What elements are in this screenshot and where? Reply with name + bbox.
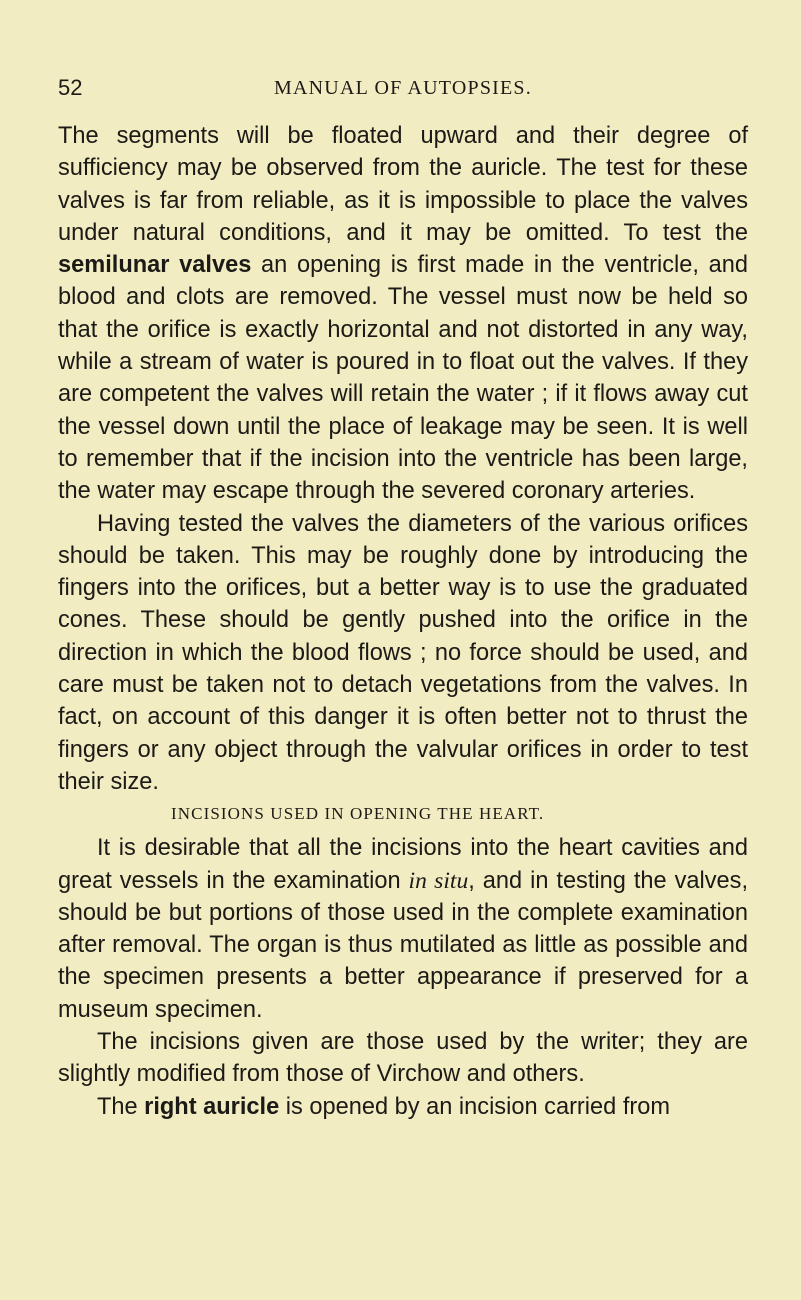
paragraph-right-auricle: [58, 1091, 748, 1123]
paragraph-writer-incisions: [58, 1026, 748, 1091]
book-page: [58, 70, 748, 1123]
term-in-situ: in situ: [408, 867, 469, 894]
page-header: [58, 70, 748, 106]
paragraph-orifice-diameters: [58, 508, 748, 799]
running-title: MANUAL OF AUTOPSIES.: [274, 77, 532, 99]
section-heading: INCISIONS USED IN OPENING THE HEART.: [171, 804, 545, 824]
paragraph-4-text: The incisions given are those used by the writer; they are slightly modified from those of Virchow and others.: [58, 1029, 748, 1088]
paragraph-3-text-1: It is desirable that all the incisions into the heart cavities and great vessels in the examination: [58, 835, 748, 894]
paragraph-semilunar-valves-test: [58, 120, 748, 508]
body-text: [58, 120, 748, 1123]
paragraph-3-text-2: , and in testing the valves, should be but portions of those used in the complete examination after removal. The organ is thus mutilated as little as possible and the specimen presents a better appearance if preserved for a museum specimen.: [58, 867, 749, 1023]
paragraph-1-text-2: an opening is first made in the ventricle, and blood and clots are removed. The vessel must now be held so that the orifice is exactly horizontal and not distorted in any way, while a stream of water is poured in to float out the valves. If they are competent the valves will retain the water ; if it flows away cut the vessel down until the place of leakage may be seen. It is well to remember that if the incision into the ventricle has been large, the water may escape through the severed coronary arteries.: [58, 252, 748, 505]
paragraph-incisions-in-situ: [58, 832, 748, 1026]
page-number: 52: [58, 75, 83, 100]
paragraph-5-text-1: The: [96, 1093, 145, 1120]
paragraph-2-text: Having tested the valves the diameters of the various orifices should be taken. This may be roughly done by introducing the fingers into the orifices, but a better way is to use the graduated cones. These should be gently pushed into the orifice in the direction in which the blood flows ; no force should be used, and care must be taken not to detach vegetations from the valves. In fact, on account of this danger it is often better not to thrust the fingers or any object through the valvular orifices in order to test their size.: [58, 510, 748, 795]
paragraph-1-text-1: The segments will be floated upward and their degree of sufficiency may be observed from the auricle. The test for these valves is far from reliable, as it is impossible to place the valves under natural conditions, and it may be omitted. To test the: [58, 123, 748, 246]
paragraph-5-text-2: is opened by an incision carried from: [279, 1093, 671, 1120]
term-right-auricle: right auricle: [144, 1093, 280, 1120]
term-semilunar-valves: semilunar valves: [58, 252, 252, 279]
